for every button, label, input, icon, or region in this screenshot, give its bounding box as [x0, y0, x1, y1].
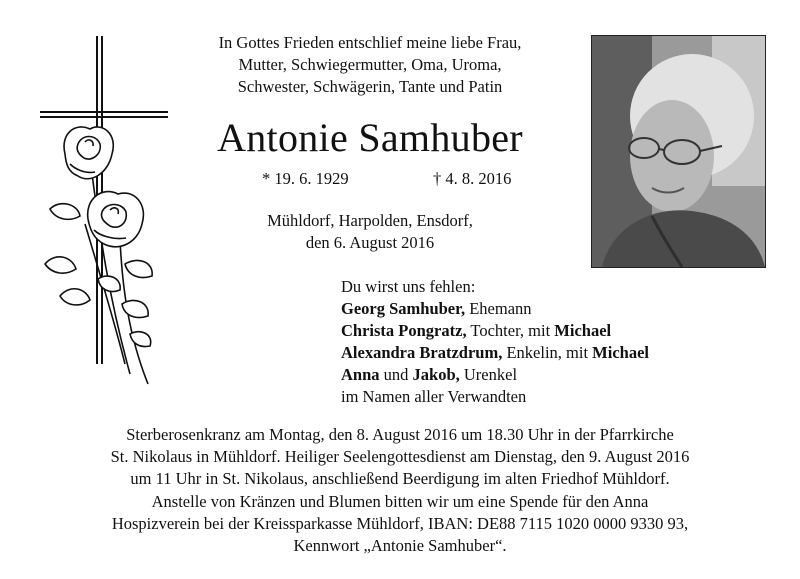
mourner-partner: Michael [592, 343, 649, 362]
mourner-name: Anna [341, 365, 380, 384]
mourner-relation: Enkelin, mit [502, 343, 593, 362]
mourner-row [341, 298, 761, 320]
mourners-list [341, 276, 761, 408]
intro-line: Schwester, Schwägerin, Tante und Patin [237, 77, 503, 96]
mourner-name: Alexandra Bratzdrum, [341, 343, 503, 362]
mourner-name: Christa Pongratz, [341, 321, 467, 340]
portrait-photo [591, 35, 766, 268]
mourner-partner: Michael [554, 321, 612, 340]
mourner-name: Jakob, [412, 365, 460, 384]
mourner-connector: und [379, 365, 413, 384]
intro-text [160, 32, 580, 98]
footer-line: St. Nikolaus in Mühldorf. Heiliger Seelengottesdienst am Dienstag, den 9. August 2016 [110, 447, 690, 467]
mourner-row [341, 342, 761, 364]
service-details [20, 424, 780, 557]
portrait-image [592, 36, 765, 267]
mourner-name: Georg Samhuber, [341, 299, 466, 318]
mourner-relation: Tochter, mit [466, 321, 555, 340]
deceased-name: Antonie Samhuber [217, 115, 523, 160]
place-and-date [200, 210, 540, 254]
place-line: Mühldorf, Harpolden, Ensdorf, [267, 211, 473, 230]
mourners-closing: im Namen aller Verwandten [341, 387, 527, 406]
footer-line: um 11 Uhr in St. Nikolaus, anschließend Beerdigung im alten Friedhof Mühldorf. [130, 469, 670, 489]
date-line: den 6. August 2016 [305, 233, 435, 252]
footer-line: Hospizverein bei der Kreissparkasse Mühldorf, IBAN: DE88 7115 1020 0000 9330 93, [111, 513, 689, 533]
footer-line: Anstelle von Kränzen und Blumen bitten wir um eine Spende für den Anna [151, 491, 649, 511]
mourner-relation: Ehemann [465, 299, 532, 318]
intro-line: In Gottes Frieden entschlief meine liebe Frau, [218, 33, 522, 52]
death-date: † 4. 8. 2016 [433, 169, 512, 188]
cross-with-roses-icon [30, 34, 170, 394]
footer-line: Sterberosenkranz am Montag, den 8. August 2016 um 18.30 Uhr in der Pfarrkirche [126, 425, 674, 444]
mourners-heading: Du wirst uns fehlen: [341, 277, 476, 296]
mourner-relation: Urenkel [459, 365, 518, 384]
intro-line: Mutter, Schwiegermutter, Oma, Uroma, [238, 55, 502, 74]
birth-date: * 19. 6. 1929 [262, 169, 349, 188]
mourner-row [341, 364, 761, 386]
footer-line: Kennwort „Antonie Samhuber“. [293, 536, 507, 556]
mourner-row [341, 320, 761, 342]
